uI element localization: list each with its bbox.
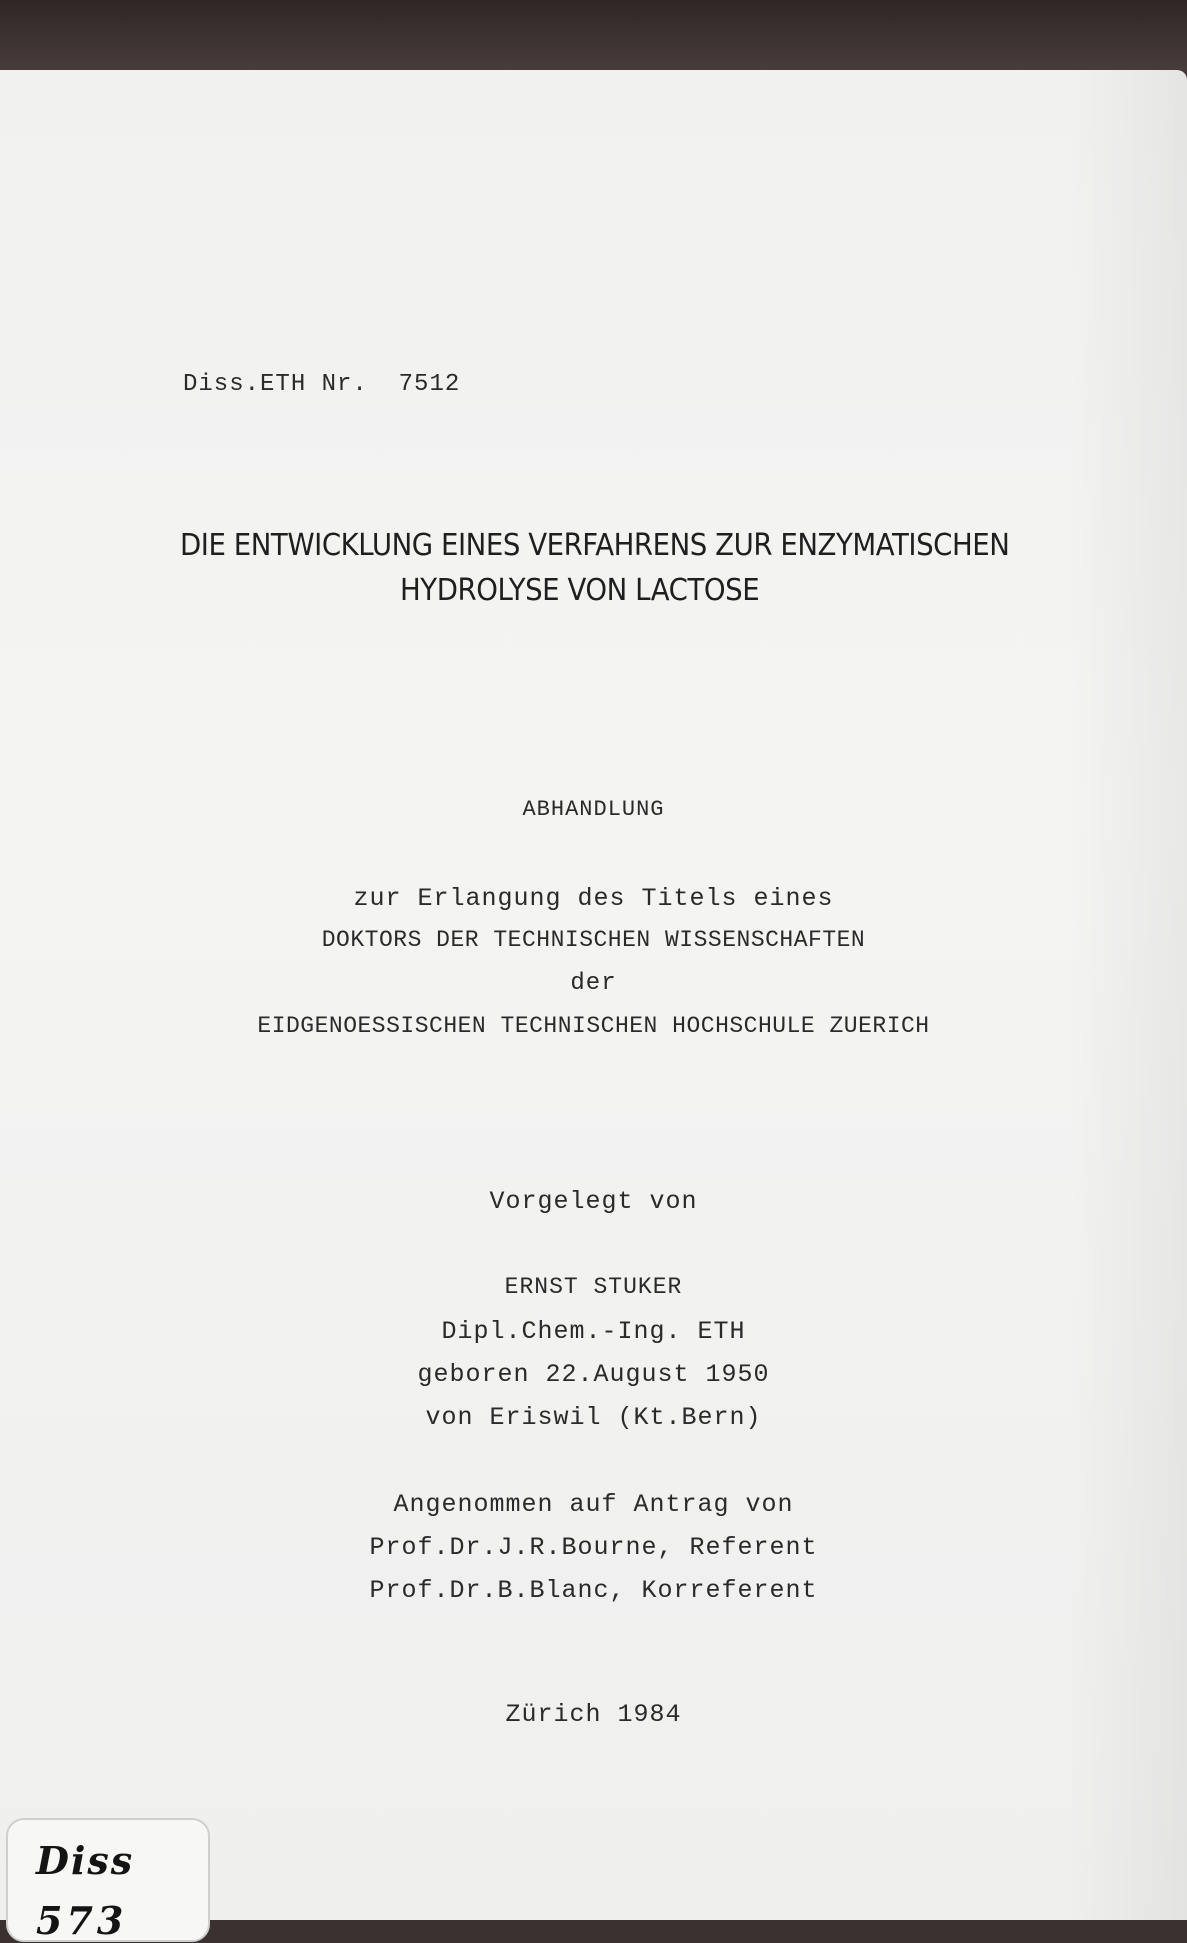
author-degree: Dipl.Chem.-Ing. ETH (441, 1317, 746, 1346)
accepted-on: Angenommen auf Antrag von (393, 1490, 794, 1519)
dissertation-number: Diss.ETH Nr. 7512 (183, 371, 461, 398)
scanner-background (0, 0, 1187, 78)
abhandlung-heading: ABHANDLUNG (522, 797, 665, 822)
presented-by: Vorgelegt von (489, 1187, 698, 1216)
purpose-line-1: zur Erlangung des Titels eines (353, 884, 834, 913)
purpose-line-4: EIDGENOESSISCHEN TECHNISCHEN HOCHSCHULE ZUERICH (257, 1013, 930, 1039)
library-label-sticker (6, 1818, 210, 1942)
library-label-line-2: 573 (36, 1898, 128, 1943)
author-born: geboren 22.August 1950 (417, 1360, 770, 1389)
place-year: Zürich 1984 (505, 1700, 682, 1729)
library-label-line-1: Diss (36, 1838, 135, 1883)
title-line-1: DIE ENTWICKLUNG EINES VERFAHRENS ZUR ENZYMATISCHEN (180, 528, 1010, 563)
purpose-line-2: DOKTORS DER TECHNISCHEN WISSENSCHAFTEN (321, 927, 866, 953)
coreferee: Prof.Dr.B.Blanc, Korreferent (369, 1576, 818, 1605)
purpose-line-3: der (570, 970, 617, 997)
author-name: ERNST STUKER (504, 1274, 683, 1300)
referee: Prof.Dr.J.R.Bourne, Referent (369, 1533, 818, 1562)
author-origin: von Eriswil (Kt.Bern) (425, 1403, 762, 1432)
title-line-2: HYDROLYSE VON LACTOSE (400, 573, 760, 608)
